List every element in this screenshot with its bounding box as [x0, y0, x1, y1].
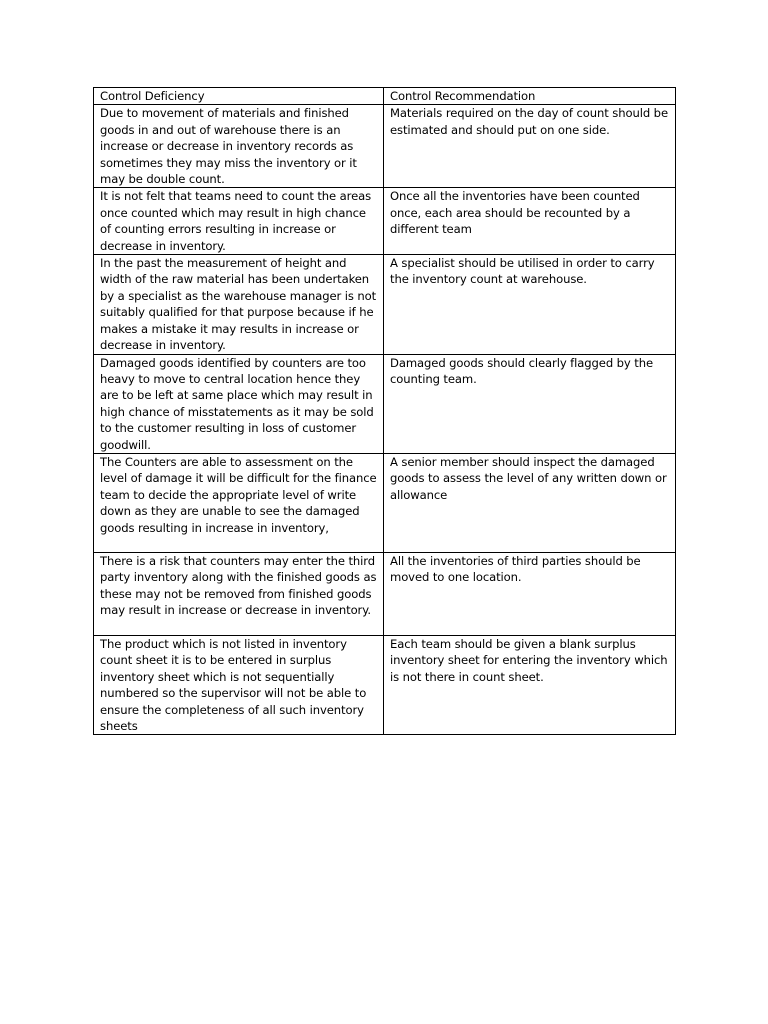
deficiency-cell: It is not felt that teams need to count the areas once counted which may result in high chance of counting errors resulting in increase or decrease in inventory. — [94, 188, 384, 255]
recommendation-cell: Once all the inventories have been counted once, each area should be recounted by a different team — [384, 188, 676, 255]
deficiency-cell: Damaged goods identified by counters are too heavy to move to central location hence they are to be left at same place which may result in high chance of misstatements as it may be sold to the customer resulting in loss of customer goodwill. — [94, 354, 384, 453]
deficiency-cell: Due to movement of materials and finished goods in and out of warehouse there is an increase or decrease in inventory records as sometimes they may miss the inventory or it may be double count. — [94, 105, 384, 188]
header-control-deficiency: Control Deficiency — [94, 88, 384, 105]
table-row — [94, 635, 676, 734]
table-row — [94, 255, 676, 354]
deficiency-cell: The Counters are able to assessment on the level of damage it will be difficult for the finance team to decide the appropriate level of write down as they are unable to see the damaged goods resulting in increase in inventory, — [94, 453, 384, 552]
control-table — [93, 87, 676, 735]
deficiency-cell: The product which is not listed in inventory count sheet it is to be entered in surplus inventory sheet which is not sequentially numbered so the supervisor will not be able to ensure the completeness of all such inventory sheets — [94, 635, 384, 734]
header-control-recommendation: Control Recommendation — [384, 88, 676, 105]
recommendation-cell: A specialist should be utilised in order to carry the inventory count at warehouse. — [384, 255, 676, 354]
table-header-row — [94, 88, 676, 105]
deficiency-cell: In the past the measurement of height and width of the raw material has been undertaken by a specialist as the warehouse manager is not suitably qualified for that purpose because if he makes a mistake it may results in increase or decrease in inventory. — [94, 255, 384, 354]
recommendation-cell: All the inventories of third parties should be moved to one location. — [384, 552, 676, 635]
recommendation-cell: Damaged goods should clearly flagged by the counting team. — [384, 354, 676, 453]
table-row — [94, 105, 676, 188]
table-row — [94, 453, 676, 552]
recommendation-cell: Materials required on the day of count should be estimated and should put on one side. — [384, 105, 676, 188]
recommendation-cell: A senior member should inspect the damaged goods to assess the level of any written down or allowance — [384, 453, 676, 552]
table-row — [94, 188, 676, 255]
deficiency-cell: There is a risk that counters may enter the third party inventory along with the finished goods as these may not be removed from finished goods may result in increase or decrease in inventory. — [94, 552, 384, 635]
table-row — [94, 354, 676, 453]
recommendation-cell: Each team should be given a blank surplus inventory sheet for entering the inventory which is not there in count sheet. — [384, 635, 676, 734]
table-row — [94, 552, 676, 635]
